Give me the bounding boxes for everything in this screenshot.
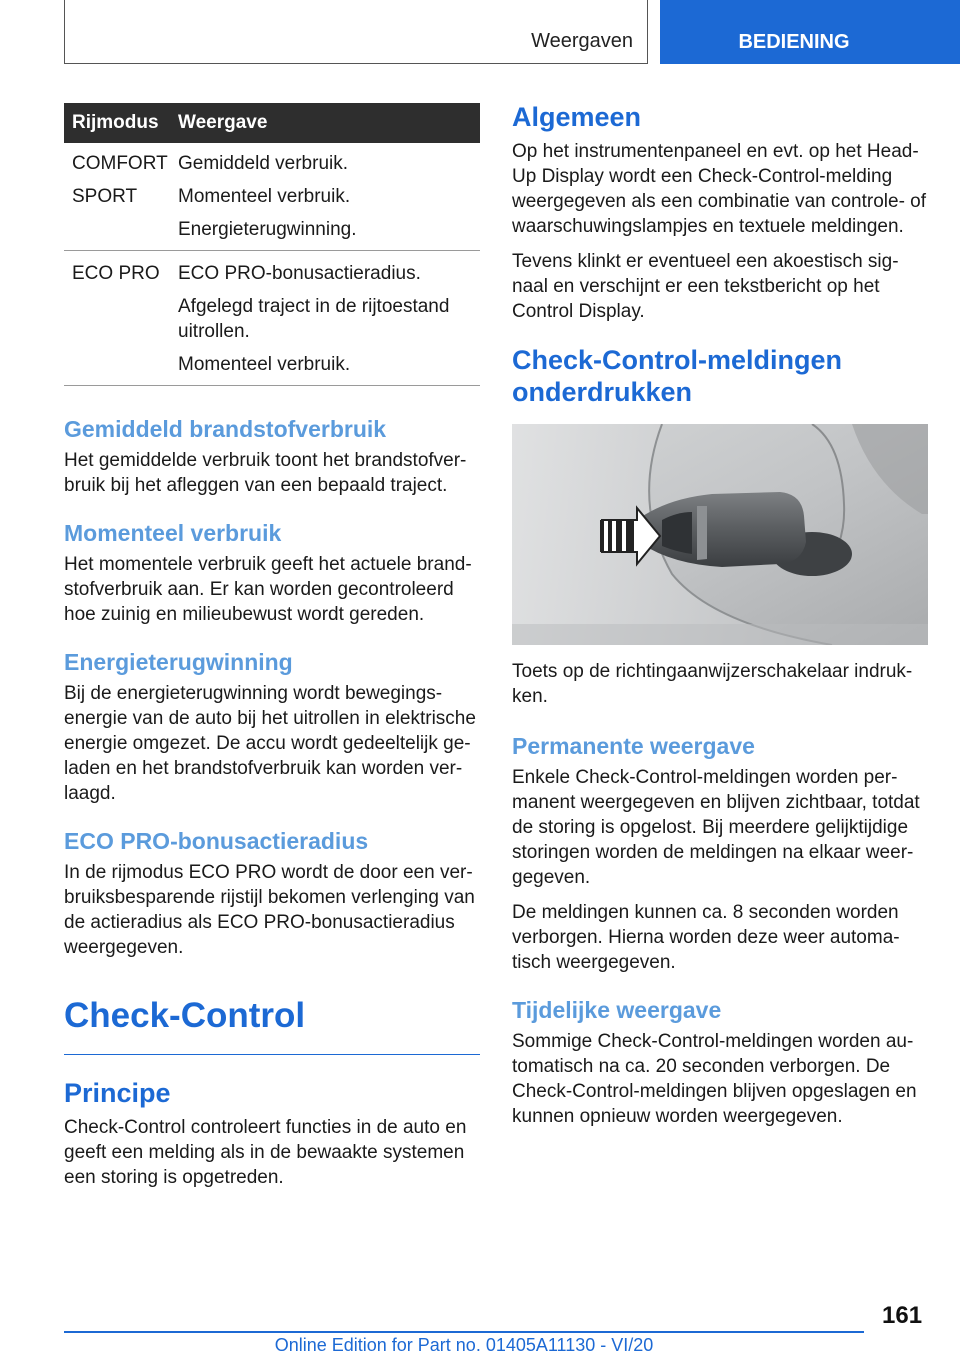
header-box <box>64 0 648 64</box>
heading-suppress-messages: Check-Control-meldingen onderdrukken <box>512 345 843 407</box>
display-item: ECO PRO-bonusactieradius. <box>178 263 421 284</box>
page-number: 161 <box>882 1302 923 1329</box>
chapter-tab <box>660 0 960 64</box>
heading-general: Algemeen <box>512 102 642 132</box>
left-column <box>64 103 480 1190</box>
display-item: Afgelegd traject in de rijtoestand uitrollen. <box>178 296 450 342</box>
drive-mode-table <box>64 103 480 386</box>
mode-comfort: COMFORT <box>72 153 168 174</box>
heading-eco-pro-bonus: ECO PRO-bonusactieradius <box>64 828 369 854</box>
mode-sport: SPORT <box>72 186 138 207</box>
turn-signal-switch-figure <box>512 424 928 645</box>
paragraph-general-1: Op het instrumentenpaneel en evt. op het Head- Up Display wordt een Check-Control-melding weergegeven als een combinatie van controle- of waarschuwingslampjes en textuele meldingen. <box>512 141 927 237</box>
edition-footer: Online Edition for Part no. 01405A11130 - VI/20 <box>274 1335 654 1355</box>
display-item: Gemiddeld verbruik. <box>178 153 349 174</box>
figure-caption: Toets op de richtingaanwijzerschakelaar indruk- ken. <box>512 661 913 707</box>
display-item: Momenteel verbruik. <box>178 354 351 375</box>
paragraph-permanent-2: De meldingen kunnen ca. 8 seconden worden verborgen. Hierna worden deze weer automa- tisch weergegeven. <box>512 902 900 973</box>
section-title: Weergaven <box>531 30 633 52</box>
right-column <box>512 101 928 1129</box>
table-row <box>64 143 480 251</box>
paragraph-average-consumption: Het gemiddelde verbruik toont het brandstofver- bruik bij het afleggen van een bepaald traject. <box>64 450 467 496</box>
paragraph-general-2: Tevens klinkt er eventueel een akoestisch sig- naal en verschijnt er een tekstbericht op het Control Display. <box>512 251 899 322</box>
heading-current-consumption: Momenteel verbruik <box>64 520 282 546</box>
paragraph-principe: Check-Control controleert functies in de auto en geeft een melding als in de bewaakte systemen een storing is opgetreden. <box>64 1117 467 1188</box>
table-header-display: Weergave <box>178 103 480 143</box>
paragraph-energy-recovery: Bij de energieterugwinning wordt bewegings- energie van de auto bij het uitrollen in elektrische energie omgezet. De accu wordt gedeeltelijk ge- laden en het brandstofverbruik kan worden ver- laagd. <box>64 683 476 804</box>
display-item: Momenteel verbruik. <box>178 186 351 207</box>
chapter-label: BEDIENING <box>738 31 850 53</box>
paragraph-eco-pro-bonus: In de rijmodus ECO PRO wordt de door een ver- bruiksbesparende rijstijl bekomen verlenging van de actieradius als ECO PRO-bonusactieradius weergegeven. <box>64 862 475 958</box>
heading-temporary-display: Tijdelijke weergave <box>512 997 722 1023</box>
table-row <box>64 251 480 386</box>
heading-energy-recovery: Energieterugwinning <box>64 649 293 675</box>
chapter-heading-check-control: Check-Control <box>64 994 480 1055</box>
table-header-mode: Rijmodus <box>64 103 178 143</box>
footer-divider <box>64 1331 864 1333</box>
paragraph-current-consumption: Het momentele verbruik geeft het actuele brand- stofverbruik aan. Er kan worden gecontroleerd hoe zuinig en milieubewust wordt gereden. <box>64 554 472 625</box>
paragraph-temporary: Sommige Check-Control-meldingen worden au- tomatisch na ca. 20 seconden verborgen. De Check-Control-meldingen blijven opgeslagen en kunnen opnieuw worden weergegeven. <box>512 1031 917 1127</box>
heading-average-consumption: Gemiddeld brandstofverbruik <box>64 416 387 442</box>
mode-eco-pro: ECO PRO <box>72 263 160 284</box>
heading-principe: Principe <box>64 1078 171 1108</box>
paragraph-permanent-1: Enkele Check-Control-meldingen worden per- manent weergegeven en blijven zichtbaar, totdat de storing is opgelost. Bij meerdere gelijktijdige storingen worden de meldingen na elkaar weer- gegeven. <box>512 767 920 888</box>
heading-permanent-display: Permanente weergave <box>512 733 755 759</box>
display-item: Energieterugwinning. <box>178 219 357 240</box>
